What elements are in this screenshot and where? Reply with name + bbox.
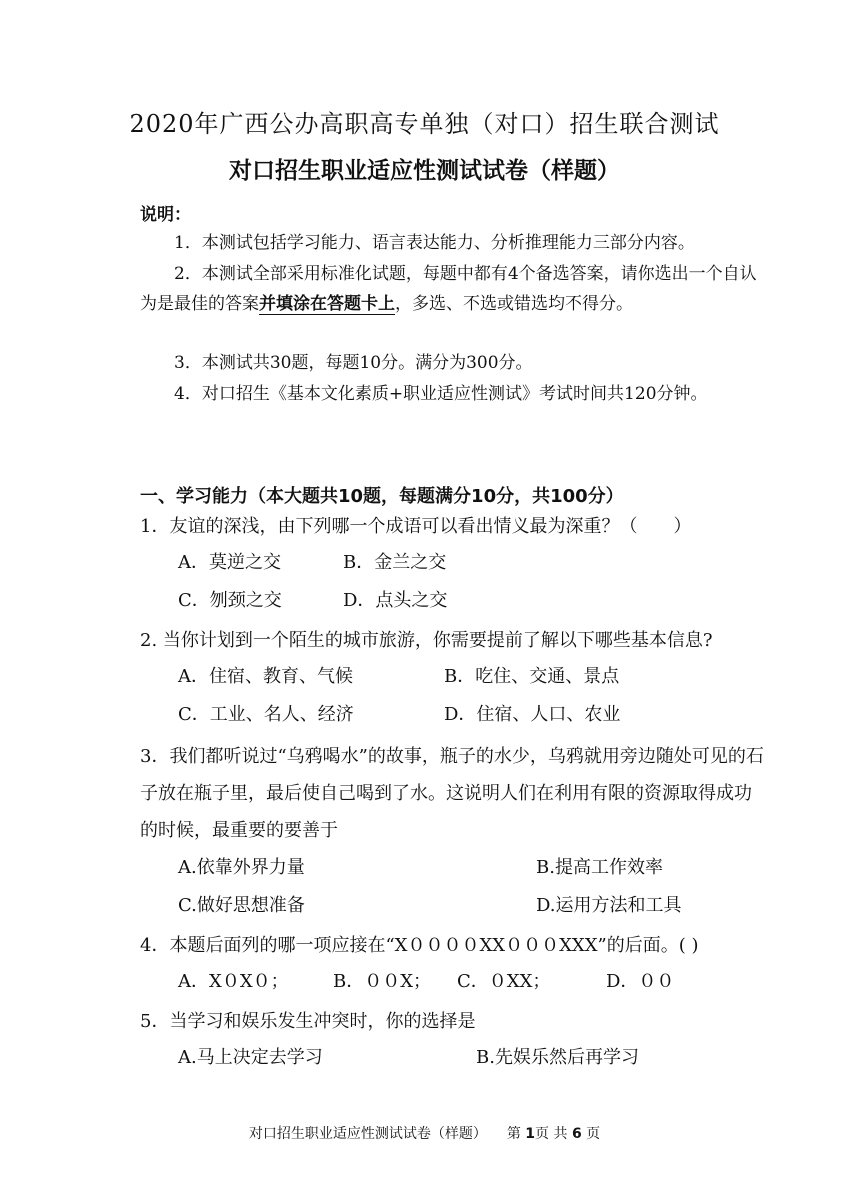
footer-doc-name: 对口招生职业适应性测试试卷（样题） [248, 1126, 487, 1142]
question-3-option-a: A.依靠外界力量 [178, 857, 305, 878]
question-4-option-d: D．００ [606, 971, 675, 992]
footer-page-indicator: 第 1页 共 6 页 [506, 1126, 601, 1142]
question-2-option-b: B．吃住、交通、景点 [444, 666, 620, 687]
question-2-option-c: C．工业、名人、经济 [178, 704, 354, 725]
question-2-stem: 2. 当你计划到一个陌生的城市旅游，你需要提前了解以下哪些基本信息? [140, 630, 713, 651]
question-5-stem: 5．当学习和娱乐发生冲突时，你的选择是 [140, 1011, 476, 1032]
instruction-3 [140, 348, 766, 378]
instruction-2 [140, 259, 766, 319]
page-footer [0, 1123, 849, 1143]
instruction-4 [140, 379, 766, 409]
question-2-option-d: D．住宿、人口、农业 [444, 704, 621, 725]
instruction-1 [140, 228, 766, 258]
question-3-option-c: C.做好思想准备 [178, 895, 305, 916]
question-4-stem: 4．本题后面列的哪一项应接在“X００００XX０００XXX”的后面。( ) [140, 935, 699, 956]
instruction-1-text: 1．本测试包括学习能力、语言表达能力、分析推理能力三部分内容。 [174, 233, 695, 253]
question-3-option-b: B.提高工作效率 [536, 857, 663, 878]
exam-title-line2: 对口招生职业适应性测试试卷（样题） [229, 158, 620, 184]
exam-title-line1: 2020年广西公办高职高专单独（对口）招生联合测试 [129, 110, 720, 138]
question-3-option-d: D.运用方法和工具 [536, 895, 682, 916]
instruction-2-text: 2．本测试全部采用标准化试题，每题中都有4个备选答案，请你选出一个自认为是最佳的答案 [140, 264, 757, 314]
instructions-heading: 说明： [140, 205, 191, 225]
instruction-3-text: 3．本测试共30题，每题10分。满分为300分。 [174, 353, 533, 373]
question-4-option-b: B．００X； [333, 971, 432, 992]
question-1-option-c: C．刎颈之交 [178, 590, 282, 611]
question-4-option-c: C．０XX； [457, 971, 551, 992]
question-5-option-b: B.先娱乐然后再学习 [476, 1047, 639, 1068]
section-1-heading: 一、学习能力（本大题共10题，每题满分10分，共100分） [140, 486, 624, 507]
footer-page-total: 6 [571, 1126, 582, 1142]
footer-page-number: 1 [525, 1126, 536, 1142]
instruction-2-text-end: ，多选、不选或错选均不得分。 [395, 294, 633, 314]
question-1-stem: 1．友谊的深浅，由下列哪一个成语可以看出情义最为深重？（ ） [140, 516, 692, 537]
question-2-option-a: A．住宿、教育、气候 [178, 666, 353, 687]
question-3-stem: 3．我们都听说过“乌鸦喝水”的故事，瓶子的水少，乌鸦就用旁边随处可见的石子放在瓶子里，最后使自己喝到了水。这说明人们在利用有限的资源取得成功的时候，最重要的要善于 [140, 746, 764, 841]
question-4-option-a: A．X０X０； [178, 971, 289, 992]
question-1-option-a: A．莫逆之交 [178, 552, 281, 573]
instruction-2-emphasis: 并填涂在答题卡上 [259, 294, 395, 314]
question-1-option-d: D．点头之交 [343, 590, 448, 611]
question-1-option-b: B．金兰之交 [343, 552, 447, 573]
question-5-option-a: A.马上决定去学习 [178, 1047, 323, 1068]
instruction-4-text: 4．对口招生《基本文化素质+职业适应性测试》考试时间共120分钟。 [174, 384, 708, 404]
